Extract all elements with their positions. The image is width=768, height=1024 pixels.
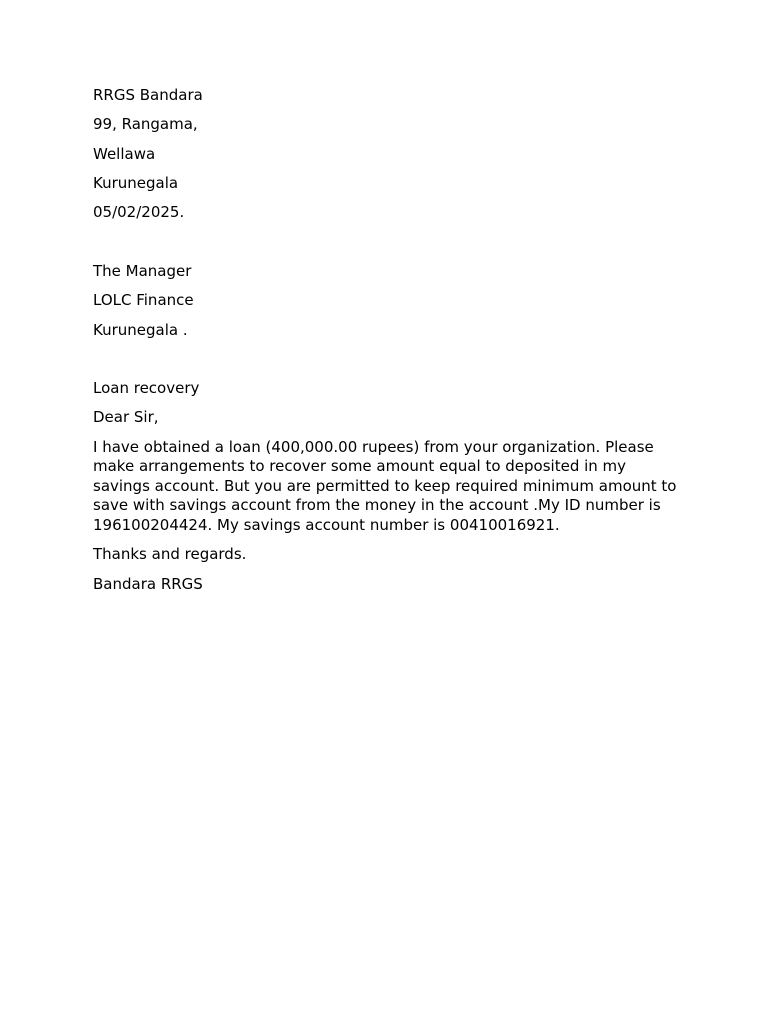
sender-name: RRGS Bandara bbox=[93, 86, 203, 104]
letter-body: I have obtained a loan (400,000.00 rupees) from your organization. Please make arrangements to recover some amount equal to deposited in my savings account. But you are permitted to keep required minimum amount to save with savings account from the money in the account .My ID number is 196100204424. My savings account number is 00410016921. bbox=[93, 437, 677, 534]
recipient-title: The Manager bbox=[93, 262, 192, 280]
sender-address-line1: 99, Rangama, bbox=[93, 115, 198, 134]
recipient-city: Kurunegala . bbox=[93, 320, 188, 339]
letter-date: 05/02/2025. bbox=[93, 203, 185, 222]
letter-subject: Loan recovery bbox=[93, 379, 200, 397]
sender-address-line3: Kurunegala bbox=[93, 173, 179, 192]
letter-closing: Thanks and regards. bbox=[93, 545, 247, 564]
recipient-organization: LOLC Finance bbox=[93, 291, 194, 310]
letter-signature: Bandara RRGS bbox=[93, 574, 203, 593]
letter-salutation: Dear Sir, bbox=[93, 408, 159, 427]
sender-address-block bbox=[93, 86, 693, 232]
sender-address-line2: Wellawa bbox=[93, 144, 156, 163]
letter-content bbox=[93, 379, 693, 604]
recipient-address-block bbox=[93, 262, 693, 350]
